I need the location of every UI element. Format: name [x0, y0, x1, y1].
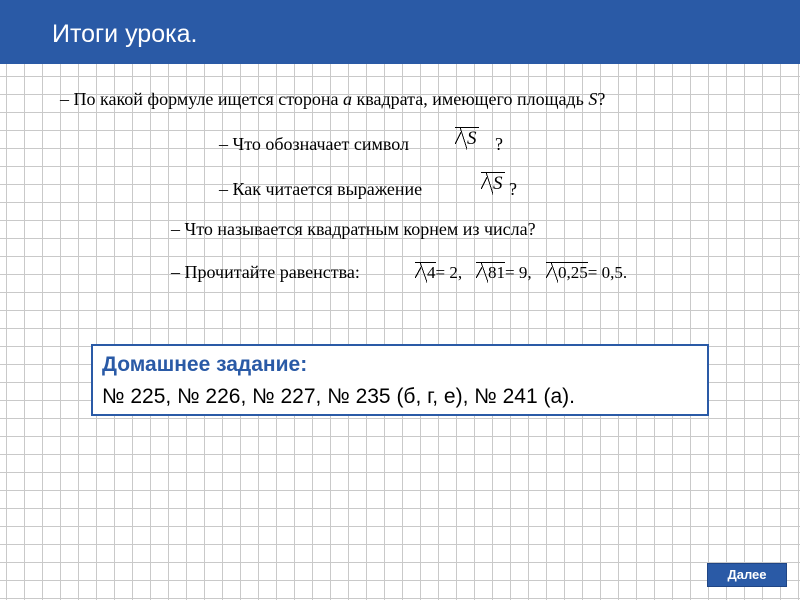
sqrt-radicand: 4	[415, 262, 436, 283]
title-bar	[0, 0, 800, 64]
question-mark: ?	[495, 134, 503, 154]
equality-sqrt-81	[474, 262, 532, 283]
sqrt-radicand: S	[481, 172, 505, 195]
question-text: – Как читается выражение	[219, 179, 423, 199]
equality-result: = 2,	[435, 263, 463, 282]
question-read-equalities: – Прочитайте равенства:	[171, 262, 360, 282]
question-mark: ?	[509, 179, 517, 199]
question-formula-side	[60, 90, 605, 108]
sqrt-symbol	[453, 127, 479, 150]
sqrt-radicand: S	[455, 127, 479, 150]
homework-text: № 225, № 226, № 227, № 235 (б, г, е), № 241 (а).	[102, 385, 575, 408]
next-button[interactable]: Далее	[707, 563, 787, 587]
question-symbol-meaning	[219, 135, 409, 153]
variable-a: a	[342, 89, 352, 109]
variable-s: S	[588, 89, 598, 109]
equality-sqrt-025	[544, 262, 627, 283]
equality-result: = 0,5.	[587, 263, 628, 282]
slide-title: Итоги урока.	[52, 20, 198, 48]
equality-result: = 9,	[505, 263, 532, 282]
sqrt-expression	[479, 172, 505, 195]
equality-sqrt-4	[413, 262, 462, 283]
sqrt-radicand: 0,25	[546, 262, 588, 283]
homework-title: Домашнее задание:	[102, 353, 308, 376]
question-text-part: квадрата, имеющего площадь	[351, 89, 589, 109]
sqrt-radicand: 81	[476, 262, 505, 283]
question-read-expression	[219, 180, 422, 198]
homework-box	[91, 344, 709, 416]
question-text: – Что обозначает символ	[219, 134, 410, 154]
question-mark: ?	[597, 89, 606, 109]
question-text-part: – По какой формуле ищется сторона	[60, 89, 343, 109]
question-square-root-definition: – Что называется квадратным корнем из числа?	[171, 219, 536, 239]
